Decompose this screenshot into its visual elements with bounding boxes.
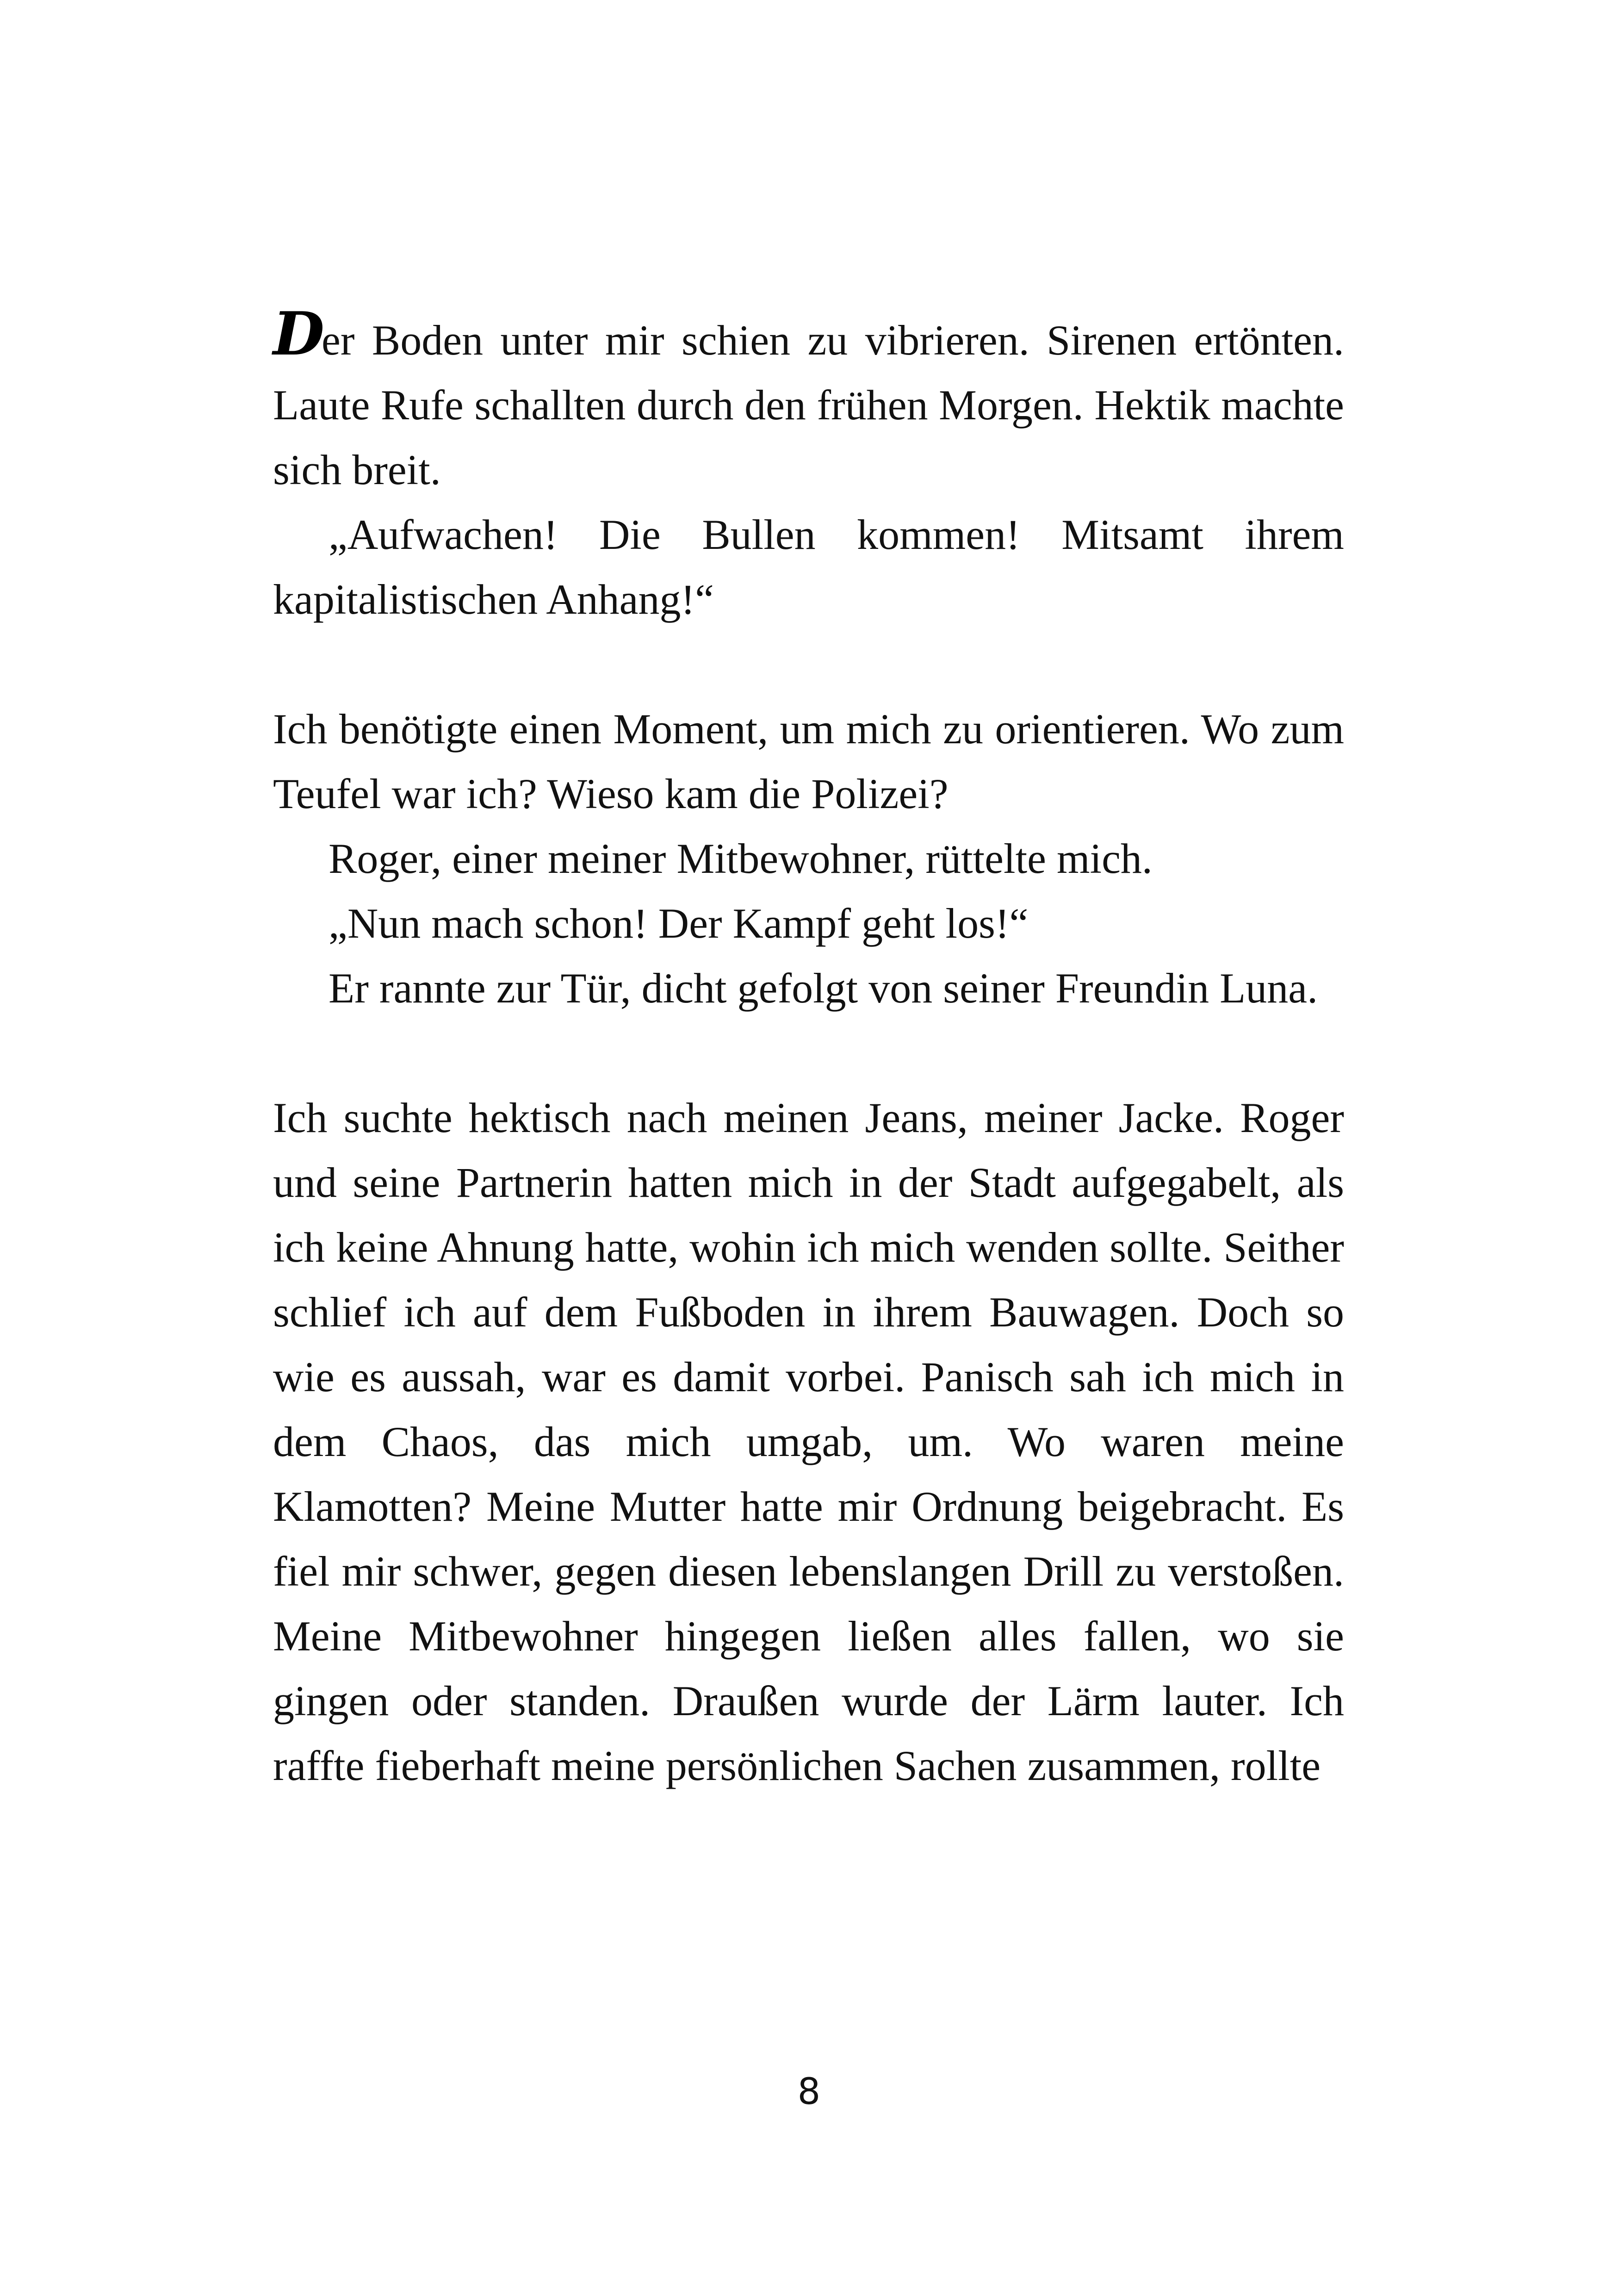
page-number: 8 <box>797 2071 821 2113</box>
body-text <box>273 299 1344 1798</box>
paragraph-text: er Boden unter mir schien zu vibrieren. Sirenen ertönten. Laute Rufe schallten durch den frühen Morgen. Hektik machte sich breit. <box>273 317 1344 493</box>
paragraph-narration: Er rannte zur Tür, dicht gefolgt von seiner Freundin Luna. <box>329 964 1318 1012</box>
paragraph-narration: Roger, einer meiner Mitbewohner, rüttelte mich. <box>329 835 1153 882</box>
paragraph-section-start: Ich suchte hektisch nach meinen Jeans, meiner Jacke. Roger und seine Partnerin hatten mich in der Stadt aufgegabelt, als ich keine Ahnung hatte, wohin ich mich wenden sollte. Seither schlief ich auf dem Fußboden in ihrem Bauwagen. Doch so wie es aussah, war es damit vorbei. Panisch sah ich mich in dem Chaos, das mich umgab, um. Wo waren meine Klamotten? Meine Mutter hatte mir Ordnung beigebracht. Es fiel mir schwer, gegen diesen lebenslangen Drill zu verstoßen. Meine Mitbewohner hingegen ließen alles fallen, wo sie gingen oder standen. Draußen wurde der Lärm lauter. Ich raffte fieberhaft meine persönlichen Sachen zusammen, rollte <box>273 1094 1344 1789</box>
paragraph-opening <box>273 299 1344 502</box>
paragraph-section-start: Ich benötigte einen Moment, um mich zu orientieren. Wo zum Teufel war ich? Wieso kam die Polizei? <box>273 705 1344 817</box>
paragraph-dialogue: „Aufwachen! Die Bullen kommen! Mitsamt ihrem kapitalistischen Anhang!“ <box>273 511 1344 623</box>
drop-cap-letter: D <box>273 299 322 369</box>
paragraph-dialogue: „Nun mach schon! Der Kampf geht los!“ <box>329 900 1029 947</box>
